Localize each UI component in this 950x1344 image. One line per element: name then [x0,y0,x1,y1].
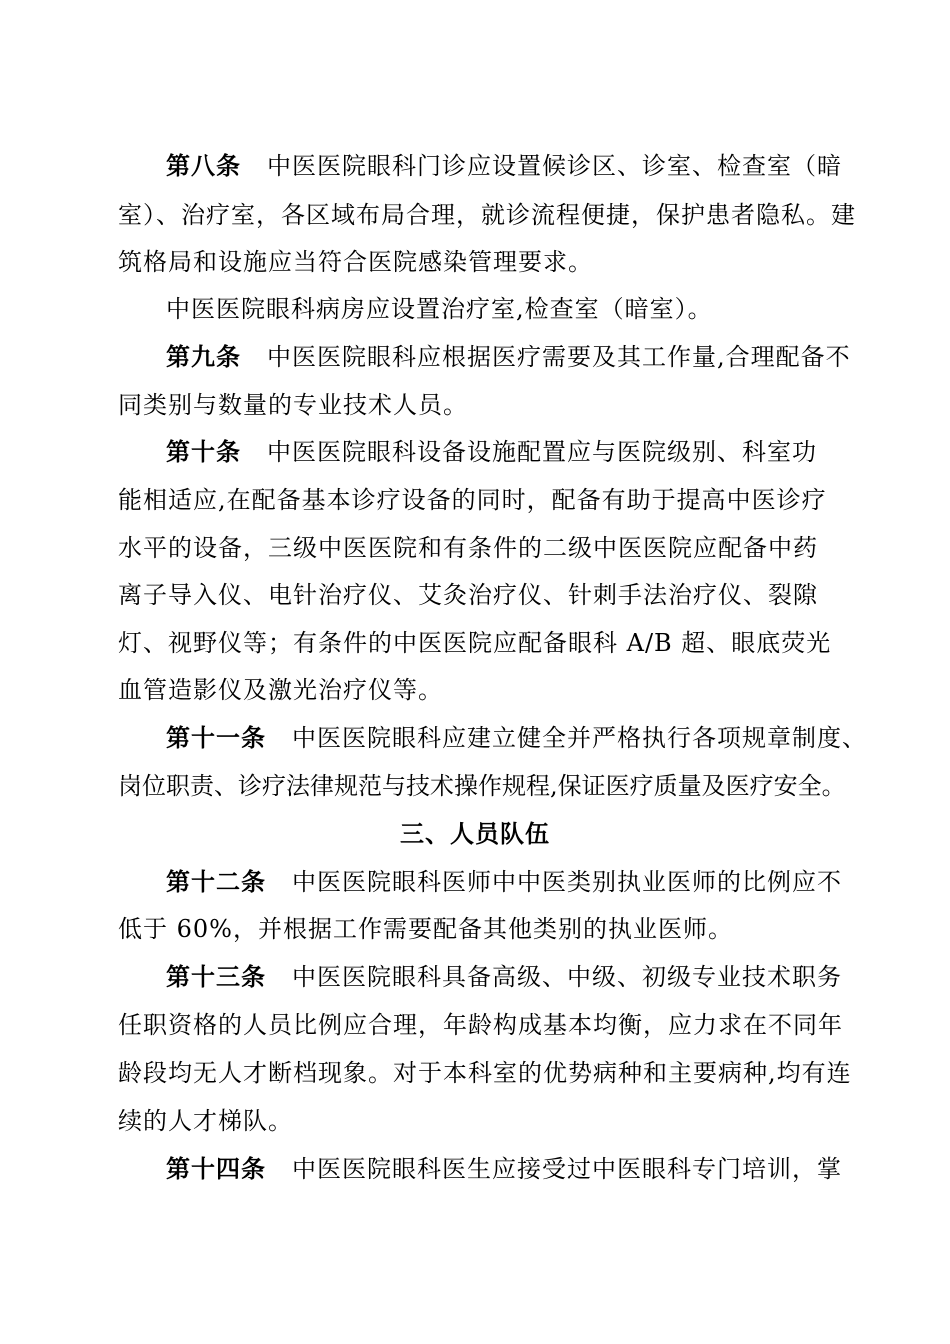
section-3-heading: 三、人员队伍 [400,820,550,848]
article-13-line-3: 龄段均无人才断档现象。对于本科室的优势病种和主要病种,均有连 [118,1059,852,1087]
article-9-line-2: 同类别与数量的专业技术人员。 [118,391,468,419]
article-13-label: 第十三条 [166,963,266,991]
article-13-line-1 [166,962,842,992]
article-11-label: 第十一条 [166,724,266,752]
article-8-line-3: 筑格局和设施应当符合医院感染管理要求。 [118,248,593,276]
article-12-text-1: 中医医院眼科医师中中医类别执业医师的比例应不 [292,868,842,896]
article-14-text-1: 中医医院眼科医生应接受过中医眼科专门培训，掌 [292,1155,842,1183]
article-10-line-4: 离子导入仪、电针治疗仪、艾灸治疗仪、针刺手法治疗仪、裂隙 [118,581,818,609]
article-14-line-1 [166,1154,842,1184]
article-12-line-1 [166,867,842,897]
article-10-text-1: 中医医院眼科设备设施配置应与医院级别、科室功 [267,438,817,466]
article-10-line-6: 血管造影仪及激光治疗仪等。 [118,676,443,704]
article-13-text-1: 中医医院眼科具备高级、中级、初级专业技术职务 [292,963,842,991]
article-13-line-2: 任职资格的人员比例应合理，年龄构成基本均衡，应力求在不同年 [118,1011,843,1039]
article-12-line-2: 低于 60%，并根据工作需要配备其他类别的执业医师。 [118,915,733,943]
article-10-line-5: 灯、视野仪等；有条件的中医医院应配备眼科 A/B 超、眼底荧光 [118,629,832,657]
article-11-line-2: 岗位职责、诊疗法律规范与技术操作规程,保证医疗质量及医疗安全。 [118,772,846,800]
article-10-line-2: 能相适应,在配备基本诊疗设备的同时，配备有助于提高中医诊疗 [118,486,827,514]
article-10-line-3: 水平的设备，三级中医医院和有条件的二级中医医院应配备中药 [118,534,818,562]
article-8-para-2: 中医医院眼科病房应设置治疗室,检查室（暗室）。 [166,295,713,323]
article-8-line-2: 室）、治疗室，各区域布局合理，就诊流程便捷，保护患者隐私。建 [118,201,856,229]
article-9-line-1 [166,342,851,372]
article-14-label: 第十四条 [166,1155,266,1183]
article-8-label: 第八条 [166,152,241,180]
article-13-line-4: 续的人才梯队。 [118,1107,293,1135]
article-8-line-1 [166,151,842,181]
article-12-label: 第十二条 [166,868,266,896]
article-10-label: 第十条 [166,438,241,466]
article-9-text-1: 中医医院眼科应根据医疗需要及其工作量,合理配备不 [267,343,851,371]
article-10-line-1 [166,437,817,467]
article-9-label: 第九条 [166,343,241,371]
article-8-text-1: 中医医院眼科门诊应设置候诊区、诊室、检查室（暗 [267,152,842,180]
article-11-text-1: 中医医院眼科应建立健全并严格执行各项规章制度、 [292,724,867,752]
article-11-line-1 [166,723,867,753]
